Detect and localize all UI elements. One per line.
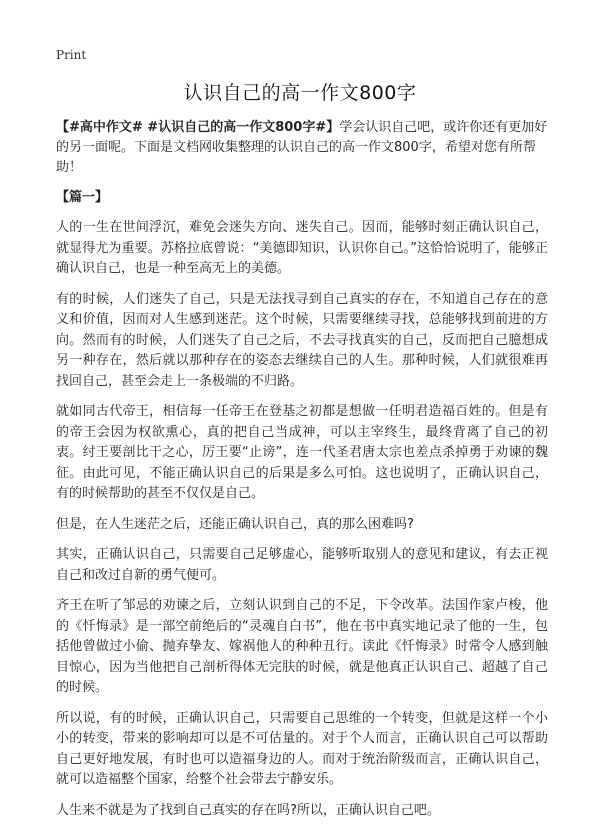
intro-text: 学会认识自己吧，或许你还有更加好的另一面呢。下面是文档网收集整理的认识自己的高一作文800字，希望对您有所帮助！ xyxy=(56,120,548,175)
paragraph: 人的一生在世间浮沉，难免会迷失方向、迷失自己。因而，能够时刻正确认识自己，就显得尤为重要。苏格拉底曾说：“美德即知识，认识你自己。”这恰恰说明了，能够正确认识自己，也是一种至高无上的美德。 xyxy=(56,220,548,276)
print-link[interactable]: Print xyxy=(56,48,87,62)
paragraph: 但是，在人生迷茫之后，还能正确认识自己，真的那么困难吗? xyxy=(56,516,414,532)
paragraph: 人生来不就是为了找到自己真实的存在吗?所以，正确认识自己吧。 xyxy=(56,802,440,818)
article-intro xyxy=(56,118,548,178)
paragraph: 就如同古代帝王，相信每一任帝王在登基之初都是想做一任明君造福百姓的。但是有的帝王会因为权欲熏心，真的把自己当成神，可以主宰终生，最终背离了自己的初衷。纣王要剖比干之心，厉王要“止谤”，连一代圣君唐太宗也差点杀掉勇于劝谏的魏征。由此可见，不能正确认识自己的后果是多么可怕。这也说明了，正确认识自己，有的时候帮助的甚至不仅仅是自己。 xyxy=(56,404,548,501)
page-title: 认识自己的高一作文800字 xyxy=(183,82,417,104)
intro-tags: 【#高中作文# #认识自己的高一作文800字#】 xyxy=(56,120,340,135)
paragraph: 其实，正确认识自己，只需要自己足够虚心，能够听取别人的意见和建议，有去正视自己和改过自新的勇气便可。 xyxy=(56,547,548,583)
article-body xyxy=(56,118,548,831)
paragraph: 齐王在听了邹忌的劝谏之后，立刻认识到自己的不足，下令改革。法国作家卢梭，他的《忏悔录》是一部空前绝后的“灵魂自白书”，他在书中真实地记录了他的一生，包括他曾做过小偷、抛弃挚友、嫁祸他人的种种丑行。读此《忏悔录》时常令人感到触目惊心，因为当他把自己剖析得体无完肤的时候，就是他真正认识自己、超越了自己的时候。 xyxy=(56,598,548,695)
paragraph: 有的时候，人们迷失了自己，只是无法找寻到自己真实的存在，不知道自己存在的意义和价值，因而对人生感到迷茫。这个时候，只需要继续寻找，总能够找到前进的方向。然而有的时候，人们迷失了自己之后，不去寻找真实的自己，反而把自己臆想成另一种存在，然后就以那种存在的姿态去继续自己的人生。那种时候，人们就很难再找回自己，甚至会走上一条极端的不归路。 xyxy=(56,291,548,389)
section-heading: 【篇一】 xyxy=(56,190,109,205)
paragraph: 所以说，有的时候，正确认识自己，只需要自己思维的一个转变，但就是这样一个小小的转变，带来的影响却可以是不可估量的。对于个人而言，正确认识自己可以帮助自己更好地发展，有时也可以造福身边的人。而对于统治阶级而言，正确认识自己，就可以造福整个国家，给整个社会带去宁静安乐。 xyxy=(56,710,548,787)
